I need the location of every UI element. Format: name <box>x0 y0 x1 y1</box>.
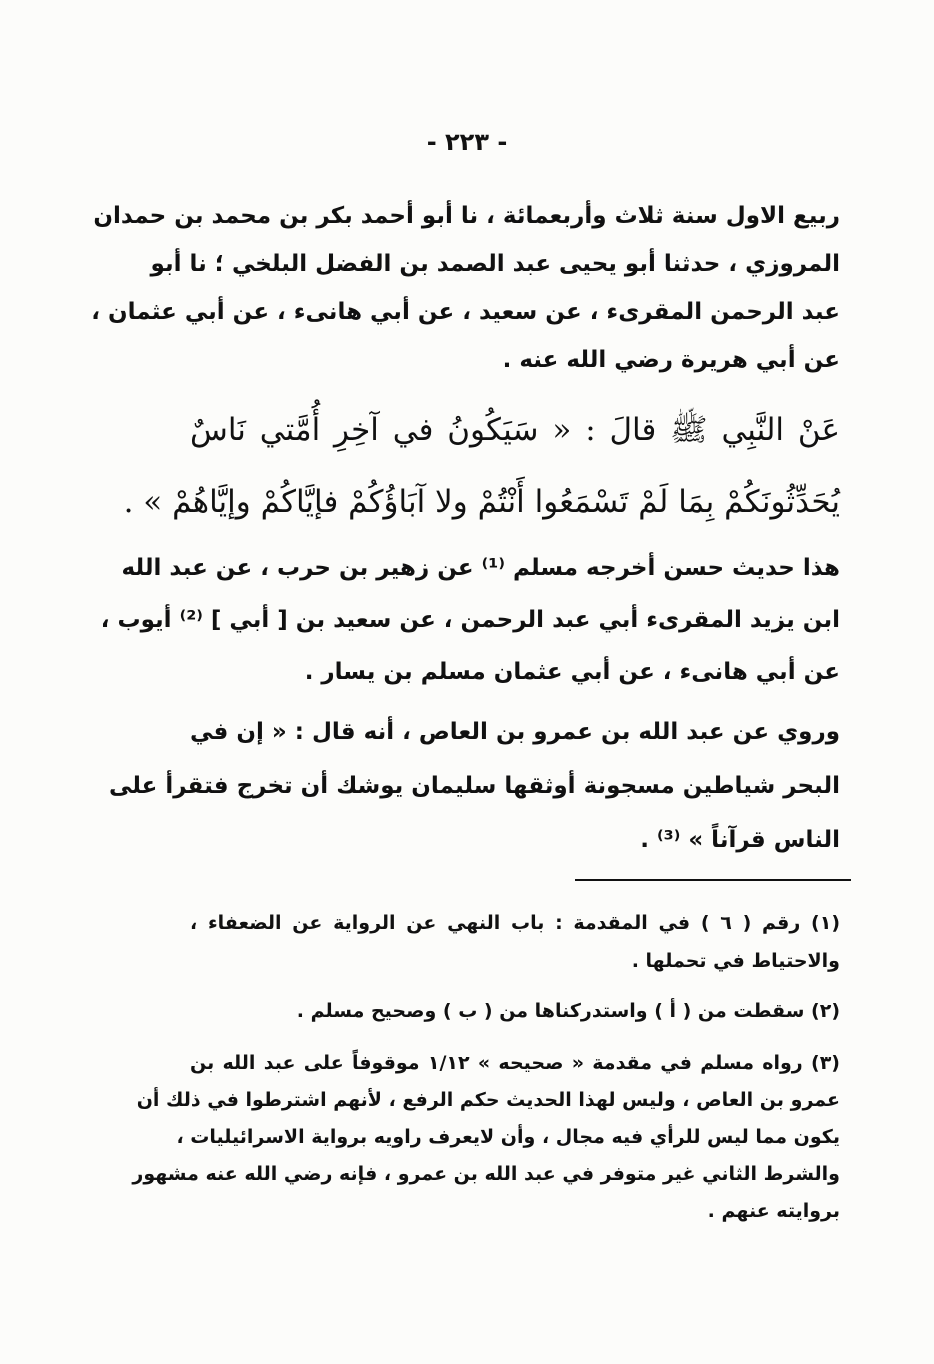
footnote-3 <box>132 1048 840 1233</box>
footnote-line: يكون مما ليس للرأي فيه مجال ، وأن لايعرف راويه برواية الاسرائيليات ، <box>176 1126 840 1148</box>
footnote-2 <box>190 996 840 1034</box>
isnad-paragraph <box>91 196 840 388</box>
footnote-line: (١) رقم ( ٦ ) في المقدمة : باب النهي عن الرواية عن الضعفاء ، <box>190 912 840 934</box>
takhrij-paragraph <box>100 548 840 704</box>
hadith-line: يُحَدِّثُونَكُمْ بِمَا لَمْ تَسْمَعُوا أَنْتُمْ ولا آبَاؤُكُمْ فإيَّاكُمْ وإيَّاهُمْ » . <box>123 484 840 520</box>
footnote-1 <box>190 908 840 984</box>
page-number: - ٢٢٣ - <box>426 128 508 156</box>
footnote-line: والشرط الثاني غير متوفر في عبد الله بن عمرو ، فإنه رضي الله عنه مشهور <box>132 1163 840 1185</box>
athar-paragraph <box>108 712 840 874</box>
text-line: البحر شياطين مسجونة أوثقها سليمان يوشك أن تخرج فتقرأ على <box>108 773 840 799</box>
hadith-line: عَنْ النَّبِي ﷺ قالَ : « سَيَكُونُ في آخِرِ أُمَّتي نَاسٌ <box>190 412 840 448</box>
footnote-line: (٢) سقطت من ( أ ) واستدركناها من ( ب ) وصحيح مسلم . <box>296 1000 840 1022</box>
text-line: هذا حديث حسن أخرجه مسلم ⁽¹⁾ عن زهير بن حرب ، عن عبد الله <box>121 555 840 581</box>
text-line: ابن يزيد المقرىء أبي عبد الرحمن ، عن سعيد بن [ أبي ] ⁽²⁾ أيوب ، <box>100 607 840 633</box>
footnote-line: والاحتياط في تحملها . <box>631 950 840 972</box>
text-line: ربيع الاول سنة ثلاث وأربعمائة ، نا أبو أحمد بكر بن محمد بن حمدان <box>93 203 840 229</box>
footnote-line: (٣) رواه مسلم في مقدمة « صحيحه » ١/١٢ موقوفاً على عبد الله بن <box>190 1052 840 1074</box>
hadith-text <box>123 400 840 544</box>
text-line: عن أبي هريرة رضي الله عنه . <box>502 347 840 373</box>
text-line: المروزي ، حدثنا أبو يحيى عبد الصمد بن الفضل البلخي ؛ نا أبو <box>150 251 840 277</box>
text-line: الناس قرآناً » ⁽³⁾ . <box>640 827 840 853</box>
text-line: عبد الرحمن المقرىء ، عن سعيد ، عن أبي هانىء ، عن أبي عثمان ، <box>91 299 840 325</box>
footnote-divider <box>575 879 851 881</box>
footnote-line: بروايته عنهم . <box>707 1200 840 1222</box>
text-line: وروي عن عبد الله بن عمرو بن العاص ، أنه قال : « إن في <box>190 719 840 745</box>
footnote-line: عمرو بن العاص ، وليس لهذا الحديث حكم الرفع ، لأنهم اشترطوا في ذلك أن <box>136 1089 840 1111</box>
text-line: عن أبي هانىء ، عن أبي عثمان مسلم بن يسار . <box>304 659 840 685</box>
